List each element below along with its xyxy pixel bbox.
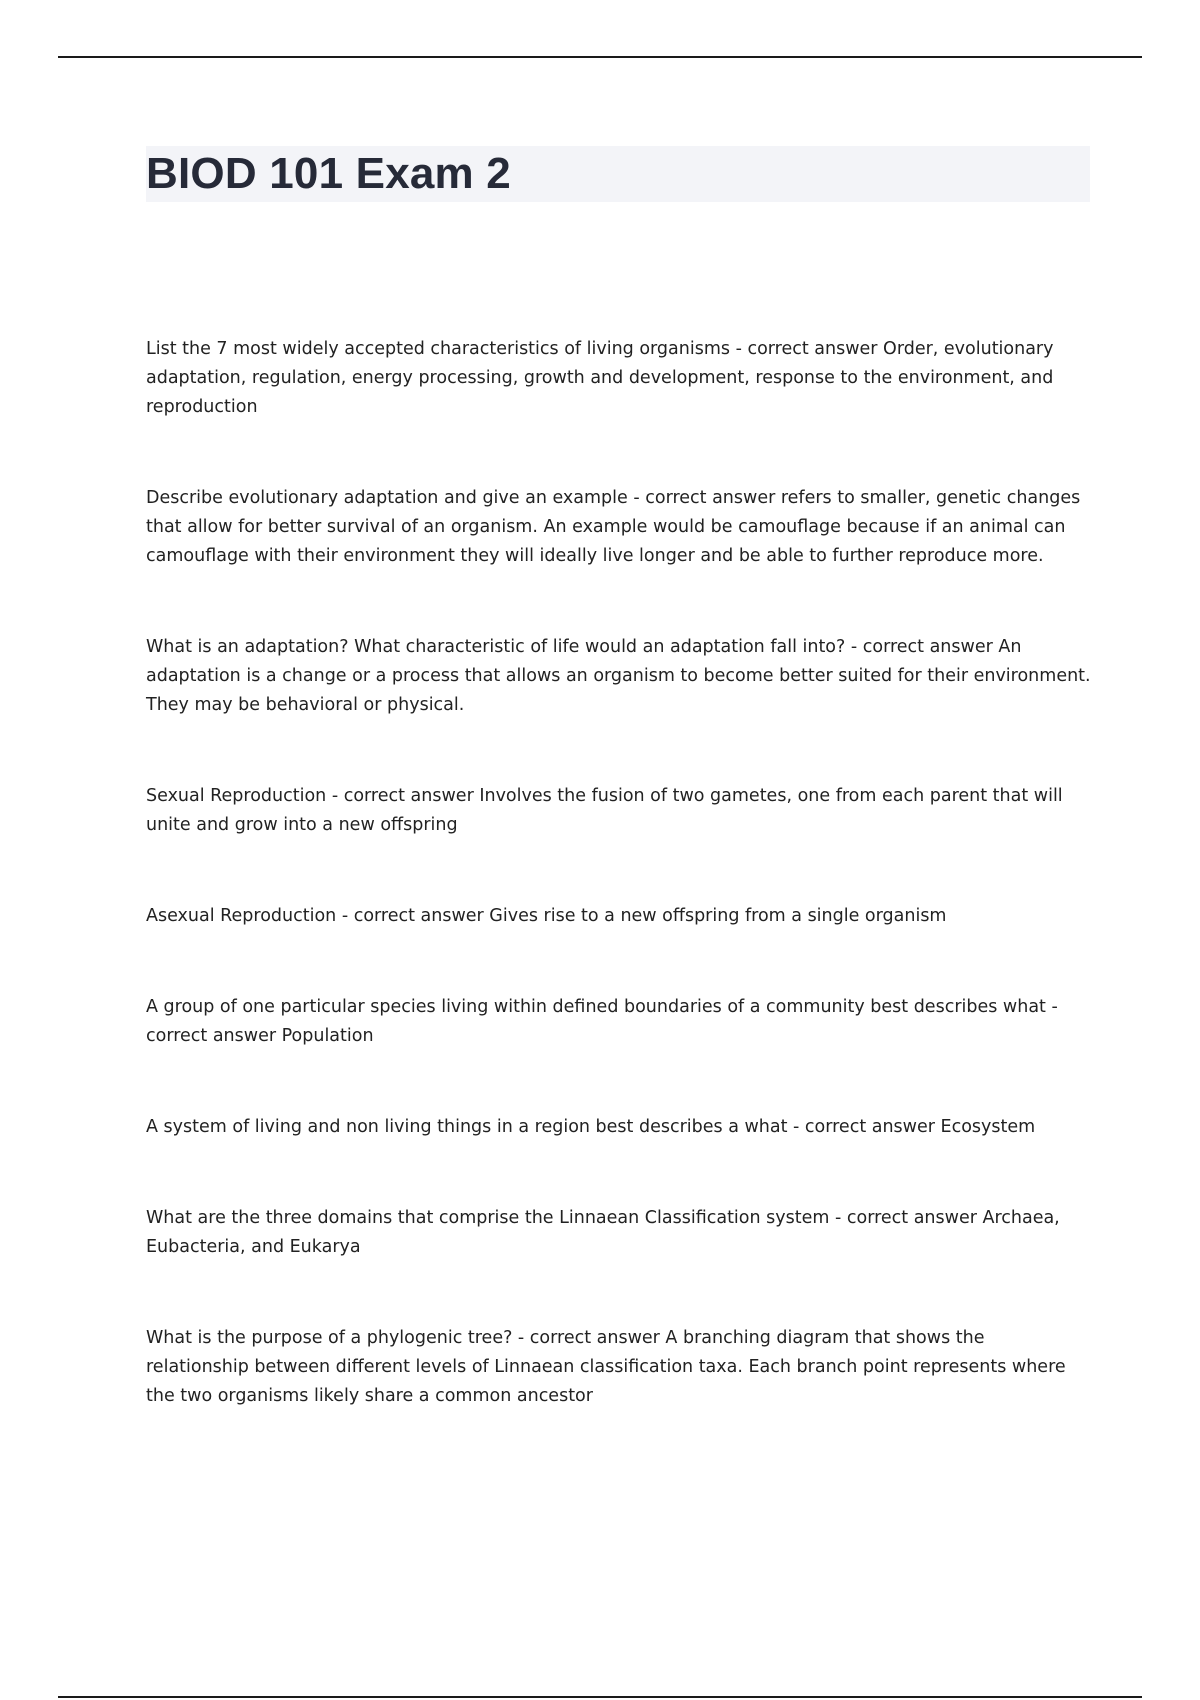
top-rule: [58, 56, 1142, 58]
qa-item: List the 7 most widely accepted characteristics of living organisms - correct answer Order, evolutionary adaptation, regulation, energy processing, growth and development, response to the environment, and reproduction: [146, 339, 1054, 417]
qa-item: What is the purpose of a phylogenic tree? - correct answer A branching diagram that shows the relationship between different levels of Linnaean classification taxa. Each branch point represents where the two organisms likely share a common ancestor: [146, 1328, 1066, 1406]
qa-item: Describe evolutionary adaptation and give an example - correct answer refers to smaller, genetic changes that allow for better survival of an organism. An example would be camouflage because if an animal can camouflage with their environment they will ideally live longer and be able to further reproduce more.: [146, 488, 1081, 566]
page-title: BIOD 101 Exam 2: [146, 149, 511, 198]
qa-list: [146, 335, 1091, 1411]
qa-item: Asexual Reproduction - correct answer Gives rise to a new offspring from a single organism: [146, 906, 947, 926]
qa-item: A group of one particular species living within defined boundaries of a community best describes what - correct answer Population: [146, 997, 1058, 1046]
qa-item: What are the three domains that comprise the Linnaean Classification system - correct answer Archaea, Eubacteria, and Eukarya: [146, 1208, 1060, 1257]
bottom-rule: [58, 1696, 1142, 1698]
qa-item: Sexual Reproduction - correct answer Involves the fusion of two gametes, one from each parent that will unite and grow into a new offspring: [146, 786, 1063, 835]
qa-item: What is an adaptation? What characteristic of life would an adaptation fall into? - correct answer An adaptation is a change or a process that allows an organism to become better suited for their environment. They may be behavioral or physical.: [146, 637, 1091, 715]
qa-item: A system of living and non living things in a region best describes a what - correct answer Ecosystem: [146, 1117, 1036, 1137]
